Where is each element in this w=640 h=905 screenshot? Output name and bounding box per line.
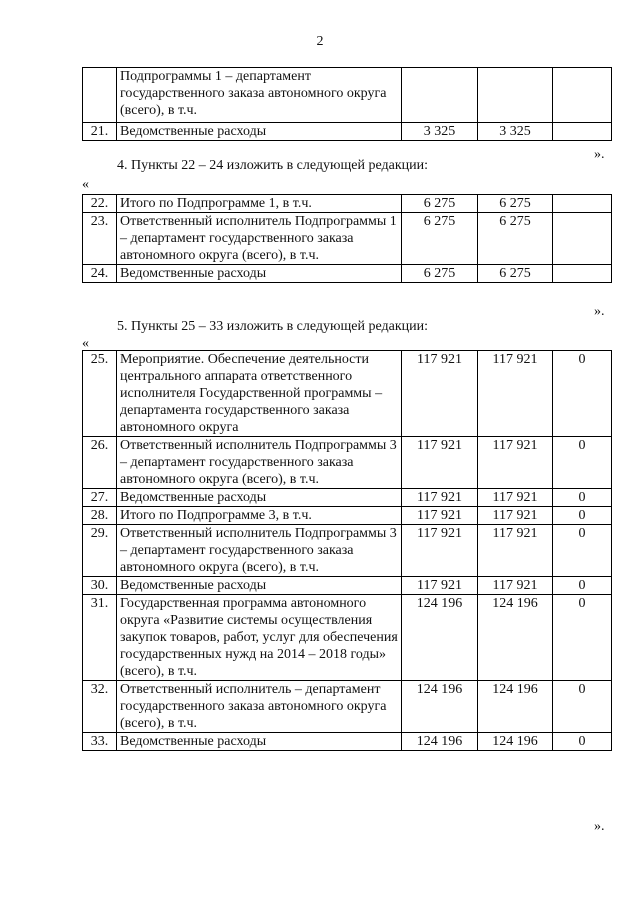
value-col-1: 124 196	[402, 595, 478, 681]
row-description: Ответственный исполнитель Подпрограммы 1 – департамент государственного заказа автономного округа (всего), в т.ч.	[117, 213, 402, 265]
value-col-1: 117 921	[402, 437, 478, 489]
table-row	[83, 195, 612, 213]
row-number	[83, 68, 117, 123]
table-row	[83, 489, 612, 507]
row-description: Ответственный исполнитель Подпрограммы 3 – департамент государственного заказа автономного округа (всего), в т.ч.	[117, 525, 402, 577]
table-row	[83, 351, 612, 437]
row-description: Ведомственные расходы	[117, 577, 402, 595]
row-number: 24.	[83, 265, 117, 283]
value-col-2: 117 921	[478, 437, 553, 489]
value-col-3: 0	[553, 437, 612, 489]
value-col-1: 6 275	[402, 195, 478, 213]
value-col-3: 0	[553, 351, 612, 437]
row-number: 23.	[83, 213, 117, 265]
row-description: Ответственный исполнитель – департамент государственного заказа автономного округа (всего), в т.ч.	[117, 681, 402, 733]
value-col-3	[553, 123, 612, 141]
value-col-2: 124 196	[478, 733, 553, 751]
row-description: Итого по Подпрограмме 1, в т.ч.	[117, 195, 402, 213]
value-col-1: 124 196	[402, 681, 478, 733]
value-col-3	[553, 195, 612, 213]
value-col-2: 117 921	[478, 351, 553, 437]
value-col-3	[553, 213, 612, 265]
row-description: Ответственный исполнитель Подпрограммы 3 – департамент государственного заказа автономного округа (всего), в т.ч.	[117, 437, 402, 489]
value-col-3	[553, 68, 612, 123]
value-col-1: 117 921	[402, 525, 478, 577]
value-col-1: 117 921	[402, 577, 478, 595]
row-description: Подпрограммы 1 – департамент государственного заказа автономного округа (всего), в т.ч.	[117, 68, 402, 123]
table-row	[83, 265, 612, 283]
value-col-3: 0	[553, 577, 612, 595]
closing-quote: ».	[594, 819, 605, 834]
value-col-3: 0	[553, 489, 612, 507]
page-number: 2	[316, 34, 324, 49]
value-col-2: 117 921	[478, 489, 553, 507]
row-number: 30.	[83, 577, 117, 595]
row-number: 33.	[83, 733, 117, 751]
value-col-3: 0	[553, 681, 612, 733]
table-row	[83, 437, 612, 489]
table-row	[83, 681, 612, 733]
value-col-2: 117 921	[478, 525, 553, 577]
row-description: Ведомственные расходы	[117, 489, 402, 507]
row-number: 32.	[83, 681, 117, 733]
value-col-2: 3 325	[478, 123, 553, 141]
table-row	[83, 733, 612, 751]
row-description: Государственная программа автономного округа «Развитие системы осуществления закупок товаров, работ, услуг для обеспечения государственных нужд на 2014 – 2018 годы» (всего), в т.ч.	[117, 595, 402, 681]
value-col-2: 6 275	[478, 195, 553, 213]
row-number: 25.	[83, 351, 117, 437]
value-col-1: 124 196	[402, 733, 478, 751]
table-row	[83, 213, 612, 265]
table-row	[83, 577, 612, 595]
value-col-2: 117 921	[478, 577, 553, 595]
row-number: 22.	[83, 195, 117, 213]
value-col-1: 3 325	[402, 123, 478, 141]
value-col-2: 6 275	[478, 213, 553, 265]
table-fragment-3	[82, 350, 612, 751]
value-col-2: 124 196	[478, 595, 553, 681]
value-col-2: 6 275	[478, 265, 553, 283]
row-number: 21.	[83, 123, 117, 141]
row-number: 28.	[83, 507, 117, 525]
row-description: Итого по Подпрограмме 3, в т.ч.	[117, 507, 402, 525]
value-col-1: 117 921	[402, 489, 478, 507]
value-col-2: 124 196	[478, 681, 553, 733]
row-description: Ведомственные расходы	[117, 733, 402, 751]
table-row	[83, 595, 612, 681]
table-row	[83, 123, 612, 141]
value-col-1: 117 921	[402, 507, 478, 525]
value-col-3	[553, 265, 612, 283]
closing-quote: ».	[594, 304, 605, 319]
value-col-3: 0	[553, 525, 612, 577]
table-fragment-2	[82, 194, 612, 283]
row-number: 26.	[83, 437, 117, 489]
table-row	[83, 68, 612, 123]
value-col-3: 0	[553, 733, 612, 751]
value-col-1: 6 275	[402, 213, 478, 265]
value-col-1: 6 275	[402, 265, 478, 283]
table-fragment-1	[82, 67, 612, 141]
row-description: Ведомственные расходы	[117, 123, 402, 141]
row-number: 29.	[83, 525, 117, 577]
opening-quote: «	[82, 177, 89, 192]
row-number: 31.	[83, 595, 117, 681]
paragraph-item-5: 5. Пункты 25 – 33 изложить в следующей редакции:	[117, 319, 429, 334]
row-description: Мероприятие. Обеспечение деятельности центрального аппарата ответственного исполнителя Государственной программы – департамента государственного заказа автономного округа	[117, 351, 402, 437]
value-col-1: 117 921	[402, 351, 478, 437]
value-col-2: 117 921	[478, 507, 553, 525]
row-description: Ведомственные расходы	[117, 265, 402, 283]
table-row	[83, 525, 612, 577]
opening-quote: «	[82, 336, 89, 351]
closing-quote: ».	[594, 147, 605, 162]
value-col-3: 0	[553, 595, 612, 681]
value-col-2	[478, 68, 553, 123]
value-col-1	[402, 68, 478, 123]
paragraph-item-4: 4. Пункты 22 – 24 изложить в следующей редакции:	[117, 158, 429, 173]
row-number: 27.	[83, 489, 117, 507]
table-row	[83, 507, 612, 525]
value-col-3: 0	[553, 507, 612, 525]
